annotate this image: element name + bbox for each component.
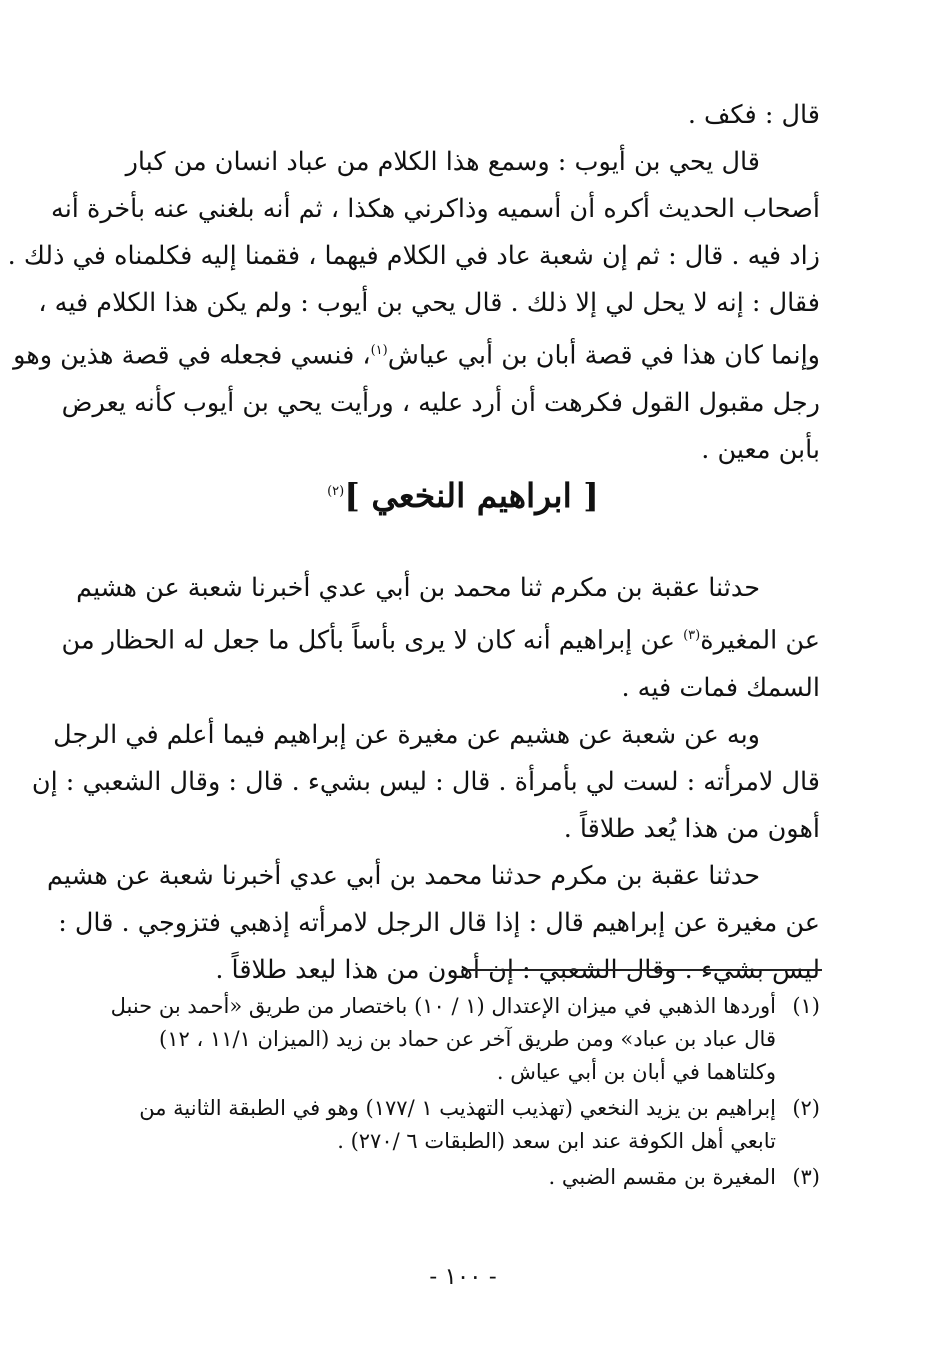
footnote-number: (٢)	[792, 1096, 820, 1120]
paragraph-line: وبه عن شعبة عن هشيم عن مغيرة عن إبراهيم فيما أعلم في الرجل	[53, 719, 760, 750]
footnote-text	[108, 1092, 776, 1158]
text-run: وإنما كان هذا في قصة أبان بن أبي عياش	[387, 340, 820, 371]
page-number: - ١٠٠ -	[429, 1264, 497, 1290]
footnote-text	[108, 990, 776, 1089]
footnote-line: وكلتاهما في أبان بن أبي عياش .	[496, 1060, 776, 1084]
footnote-line: تابعي أهل الكوفة عند ابن سعد (الطبقات ٦ /٢٧٠) .	[337, 1129, 776, 1153]
footnote-line: أوردها الذهبي في ميزان الإعتدال (١ / ١٠) باختصار من طريق «أحمد بن حنبل	[110, 994, 776, 1018]
paragraph-line: رجل مقبول القول فكرهت أن أرد عليه ، ورأيت يحي بن أيوب كأنه يعرض	[61, 387, 820, 418]
footnote	[108, 1092, 820, 1158]
paragraph-line: ليس بشيء . وقال الشعبي : إن أهون من هذا ليعد طلاقاً .	[215, 954, 820, 985]
paragraph-line	[61, 612, 820, 665]
paragraph-line: أهون من هذا يُعد طلاقاً .	[563, 813, 820, 844]
footnote	[108, 990, 820, 1089]
paragraph-line: قال يحي بن أيوب : وسمع هذا الكلام من عباد انسان من كبار	[125, 147, 760, 177]
paragraph-line: قال لامرأته : لست لي بأمرأة . قال : ليس بشيء . قال : وقال الشعبي : إن	[31, 766, 820, 797]
paragraph-line: السمك فمات فيه .	[621, 672, 820, 703]
paragraph-line: حدثنا عقبة بن مكرم ثنا محمد بن أبي عدي أخبرنا شعبة عن هشيم	[76, 573, 760, 603]
footnote-marker: (٢)	[327, 484, 345, 499]
footnote-line: المغيرة بن مقسم الضبي .	[548, 1165, 776, 1189]
footnotes	[108, 990, 820, 1197]
paragraph-line: أصحاب الحديث أكره أن أسميه وذاكرني هكذا ، ثم أنه بلغني عنه بأخرة أنه	[51, 194, 820, 224]
footnote-line: قال عباد بن عباد» ومن طريق آخر عن حماد بن زيد (الميزان ١١/١ ، ١٢)	[159, 1027, 776, 1051]
section-heading	[0, 476, 926, 515]
paragraph-line: عن مغيرة عن إبراهيم قال : إذا قال الرجل لامرأته إذهبي فتزوجي . قال :	[58, 907, 820, 938]
heading-text: [ ابراهيم النخعي ]	[344, 476, 599, 515]
paragraph-line: فقال : إنه لا يحل لي إلا ذلك . قال يحي بن أيوب : ولم يكن هذا الكلام فيه ،	[38, 288, 820, 318]
footnote-separator	[463, 969, 822, 971]
paragraph-line: بأبن معين .	[701, 434, 820, 465]
footnote-marker: (٣)	[683, 628, 701, 643]
paragraph-line: زاد فيه . قال : ثم إن شعبة عاد في الكلام فيهما ، فقمنا إليه فكلمناه في ذلك .	[7, 241, 820, 271]
footnote-text	[108, 1161, 776, 1194]
footnote-number: (٣)	[792, 1165, 820, 1189]
text-run: عن المغيرة	[700, 625, 820, 656]
footnote-number: (١)	[792, 994, 820, 1018]
paragraph-line: قال : فكف .	[687, 100, 820, 130]
footnote-marker: (١)	[370, 343, 388, 358]
section-upper-text	[7, 92, 820, 474]
footnote	[108, 1161, 820, 1194]
section-lower-text	[31, 565, 820, 994]
text-run: ، فنسي فجعله في قصة هذين وهو	[13, 340, 371, 371]
footnote-line: إبراهيم بن يزيد النخعي (تهذيب التهذيب ١ /١٧٧) وهو في الطبقة الثانية من	[139, 1096, 776, 1120]
paragraph-line: حدثنا عقبة بن مكرم حدثنا محمد بن أبي عدي أخبرنا شعبة عن هشيم	[46, 860, 760, 891]
paragraph-line	[13, 327, 820, 380]
text-run: عن إبراهيم أنه كان لا يرى بأساً بأكل ما جعل له الحظار من	[61, 625, 684, 656]
